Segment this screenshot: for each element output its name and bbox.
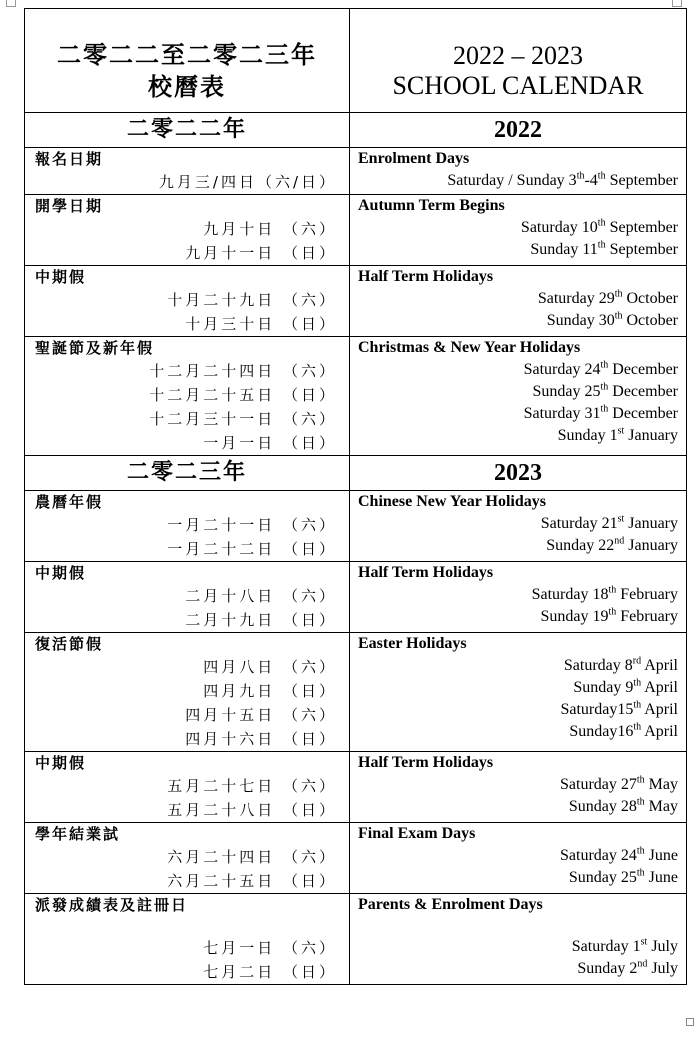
date-text: April: [641, 723, 678, 740]
event-zh-date: 六月二十五日 （日）: [167, 872, 337, 890]
date-text: Sunday 19: [540, 608, 609, 625]
date-text: June: [644, 847, 678, 864]
date-text: Saturday 10: [520, 219, 598, 236]
date-ordinal-suffix: nd: [637, 958, 648, 970]
event-en-date: [350, 217, 678, 239]
event-row: [25, 148, 687, 195]
date-text: April: [641, 701, 678, 718]
event-en-date: [350, 936, 678, 958]
date-text: September: [605, 219, 678, 236]
event-en-label: Christmas & New Year Holidays: [358, 339, 581, 356]
date-text: Saturday 29: [537, 290, 615, 307]
event-zh-label: 報名日期: [35, 150, 104, 168]
event-en-cell: [350, 337, 687, 456]
year-2023-zh: 二零二三年: [126, 460, 247, 485]
date-text: February: [616, 586, 678, 603]
date-ordinal-suffix: th: [576, 170, 585, 182]
date-text: Saturday / Sunday 3: [447, 172, 577, 189]
year-2023-zh-cell: [25, 456, 350, 491]
event-en-label: Autumn Term Begins: [358, 197, 505, 214]
header-en-years: 2022 – 2023: [453, 41, 583, 70]
event-zh-label: 中期假: [35, 268, 87, 286]
event-en-cell: [350, 195, 687, 266]
event-en-date: [350, 381, 678, 403]
events-2023-group: [25, 491, 687, 985]
event-en-label: Final Exam Days: [358, 825, 476, 842]
event-zh-date: 一月二十一日 （六）: [167, 516, 337, 534]
header-en-title: SCHOOL CALENDAR: [392, 71, 644, 100]
date-text: Saturday 24: [523, 361, 601, 378]
date-text: April: [641, 679, 678, 696]
date-text: Sunday 22: [546, 537, 615, 554]
date-ordinal-suffix: th: [633, 677, 642, 689]
event-zh-label: 聖誕節及新年假: [35, 339, 155, 357]
date-ordinal-suffix: th: [600, 403, 609, 415]
event-en-date: [350, 288, 678, 310]
school-calendar-table: [24, 8, 687, 985]
event-en-label: Half Term Holidays: [358, 564, 494, 581]
page-corner-marker-left: [6, 0, 16, 7]
event-zh-label: 學年結業試: [35, 825, 121, 843]
date-text: October: [622, 290, 678, 307]
event-zh-date: 二月十八日 （六）: [185, 587, 337, 605]
event-zh-date: 四月十六日 （日）: [185, 730, 337, 748]
event-zh-date: 四月十五日 （六）: [185, 706, 337, 724]
event-en-cell: [350, 752, 687, 823]
date-ordinal-suffix: th: [633, 721, 642, 733]
event-en-date: [350, 239, 678, 261]
page-corner-marker-right: [672, 0, 682, 7]
date-ordinal-suffix: th: [636, 796, 645, 808]
event-zh-date: 五月二十七日 （六）: [167, 777, 337, 795]
date-ordinal-suffix: nd: [614, 535, 625, 547]
event-en-date: [350, 606, 678, 628]
event-row: [25, 752, 687, 823]
event-zh-date: 十二月二十五日 （日）: [149, 386, 337, 404]
event-zh-date: 一月二十二日 （日）: [167, 540, 337, 558]
date-text: Sunday 1: [557, 427, 618, 444]
event-zh-label: 派發成績表及註冊日: [35, 896, 189, 914]
event-en-date: [350, 359, 678, 381]
event-zh-label: 復活節假: [35, 635, 104, 653]
event-en-date: [350, 655, 678, 677]
date-text: Sunday16: [569, 723, 634, 740]
header-english-cell: [350, 9, 687, 113]
event-en-date: [350, 170, 678, 192]
date-ordinal-suffix: st: [617, 513, 625, 525]
date-ordinal-suffix: th: [636, 845, 645, 857]
event-zh-date: 十二月二十四日 （六）: [149, 362, 337, 380]
event-row: [25, 562, 687, 633]
date-text: July: [647, 938, 678, 955]
date-text: Saturday 8: [563, 657, 633, 674]
year-2023-en: 2023: [494, 460, 542, 486]
event-zh-date: 二月十九日 （日）: [185, 611, 337, 629]
event-zh-date: 九月十日 （六）: [203, 220, 337, 238]
event-zh-cell: [25, 633, 350, 752]
event-row: [25, 195, 687, 266]
event-row: [25, 266, 687, 337]
date-text: Saturday 1: [571, 938, 641, 955]
header-row: [25, 9, 687, 113]
date-text: Saturday 31: [523, 405, 601, 422]
event-row: [25, 491, 687, 562]
event-zh-cell: [25, 195, 350, 266]
date-text: January: [624, 515, 678, 532]
event-en-date: [350, 425, 678, 447]
event-zh-date: 一月一日 （日）: [203, 434, 337, 452]
date-ordinal-suffix: th: [608, 584, 617, 596]
date-text: September: [605, 241, 678, 258]
event-zh-date: 九月十一日 （日）: [185, 244, 337, 262]
header-chinese-cell: [25, 9, 350, 113]
date-text: Saturday 24: [560, 847, 637, 864]
event-en-label: Half Term Holidays: [358, 754, 494, 771]
event-en-date: [350, 774, 678, 796]
header-zh-title: 二零二二至二零二三年: [57, 41, 317, 69]
event-zh-date: 七月二日 （日）: [203, 963, 337, 981]
event-en-date: [350, 958, 678, 980]
year-2022-zh-cell: [25, 113, 350, 148]
date-text: Sunday 30: [546, 312, 615, 329]
event-zh-cell: [25, 337, 350, 456]
event-zh-cell: [25, 823, 350, 894]
event-en-date: [350, 403, 678, 425]
event-row: [25, 894, 687, 985]
date-text: December: [608, 361, 678, 378]
event-zh-date: 十月二十九日 （六）: [167, 291, 337, 309]
date-text: October: [622, 312, 678, 329]
event-zh-date: 十月三十日 （日）: [185, 315, 337, 333]
event-en-label: Enrolment Days: [358, 150, 470, 167]
year-2022-zh: 二零二二年: [126, 117, 247, 142]
events-2022-group: [25, 148, 687, 456]
date-text: Saturday 21: [540, 515, 618, 532]
date-text: February: [616, 608, 678, 625]
date-text: December: [608, 383, 678, 400]
year-2023-row: [25, 456, 687, 491]
year-2022-row: [25, 113, 687, 148]
event-en-date: [350, 513, 678, 535]
event-en-date: [350, 584, 678, 606]
date-text: May: [644, 798, 678, 815]
event-en-cell: [350, 894, 687, 985]
event-en-cell: [350, 491, 687, 562]
event-en-label: Parents & Enrolment Days: [358, 896, 543, 913]
date-text: Sunday 9: [573, 679, 634, 696]
date-ordinal-suffix: th: [614, 310, 623, 322]
date-text: Sunday 25: [568, 869, 637, 886]
date-ordinal-suffix: th: [636, 774, 645, 786]
event-zh-date: 十二月三十一日 （六）: [149, 410, 337, 428]
event-en-date: [350, 845, 678, 867]
event-en-date: [350, 796, 678, 818]
event-zh-cell: [25, 148, 350, 195]
event-en-label: Chinese New Year Holidays: [358, 493, 546, 510]
year-2023-en-cell: [350, 456, 687, 491]
date-text: May: [644, 776, 678, 793]
event-zh-label: 中期假: [35, 564, 87, 582]
date-ordinal-suffix: th: [597, 170, 606, 182]
date-text: July: [647, 960, 678, 977]
date-ordinal-suffix: th: [608, 606, 617, 618]
event-en-cell: [350, 633, 687, 752]
event-zh-cell: [25, 752, 350, 823]
event-en-cell: [350, 266, 687, 337]
event-zh-cell: [25, 894, 350, 985]
date-ordinal-suffix: th: [633, 699, 642, 711]
date-text: Saturday15: [560, 701, 634, 718]
year-2022-en-cell: [350, 113, 687, 148]
date-ordinal-suffix: th: [597, 217, 606, 229]
event-row: [25, 823, 687, 894]
event-zh-date: 四月九日 （日）: [203, 682, 337, 700]
header-zh-subtitle: 校曆表: [148, 73, 226, 101]
event-en-date: [350, 310, 678, 332]
event-row: [25, 633, 687, 752]
page-corner-handle: [686, 1018, 694, 1026]
event-row: [25, 337, 687, 456]
date-ordinal-suffix: st: [617, 425, 625, 437]
date-text: January: [624, 537, 678, 554]
event-en-cell: [350, 823, 687, 894]
event-en-date: [350, 677, 678, 699]
date-ordinal-suffix: th: [600, 381, 609, 393]
event-zh-label: 開學日期: [35, 197, 104, 215]
event-en-cell: [350, 148, 687, 195]
date-text: -4: [584, 172, 598, 189]
date-ordinal-suffix: th: [600, 359, 609, 371]
event-zh-date: 六月二十四日 （六）: [167, 848, 337, 866]
date-text: Sunday 28: [568, 798, 637, 815]
date-text: Sunday 11: [530, 241, 598, 258]
date-text: January: [624, 427, 678, 444]
date-text: Sunday 25: [532, 383, 601, 400]
event-zh-date: 五月二十八日 （日）: [167, 801, 337, 819]
date-text: Saturday 18: [531, 586, 609, 603]
event-en-date: [350, 535, 678, 557]
event-en-date: [350, 721, 678, 743]
event-zh-date: 四月八日 （六）: [203, 658, 337, 676]
date-ordinal-suffix: st: [640, 936, 648, 948]
event-zh-cell: [25, 562, 350, 633]
event-en-label: Half Term Holidays: [358, 268, 494, 285]
date-text: April: [641, 657, 678, 674]
event-zh-cell: [25, 491, 350, 562]
event-zh-label: 農曆年假: [35, 493, 104, 511]
date-ordinal-suffix: th: [597, 239, 606, 251]
event-en-label: Easter Holidays: [358, 635, 467, 652]
event-zh-date: 七月一日 （六）: [203, 939, 337, 957]
date-ordinal-suffix: th: [636, 867, 645, 879]
date-text: September: [605, 172, 678, 189]
date-ordinal-suffix: rd: [632, 655, 642, 667]
event-en-date: [350, 699, 678, 721]
date-text: December: [608, 405, 678, 422]
date-text: June: [644, 869, 678, 886]
year-2022-en: 2022: [494, 117, 542, 143]
event-en-cell: [350, 562, 687, 633]
date-text: Sunday 2: [577, 960, 638, 977]
event-zh-date: 九月三/四日（六/日）: [158, 173, 337, 191]
date-ordinal-suffix: th: [614, 288, 623, 300]
date-text: Saturday 27: [560, 776, 637, 793]
event-zh-cell: [25, 266, 350, 337]
event-zh-label: 中期假: [35, 754, 87, 772]
event-en-date: [350, 867, 678, 889]
